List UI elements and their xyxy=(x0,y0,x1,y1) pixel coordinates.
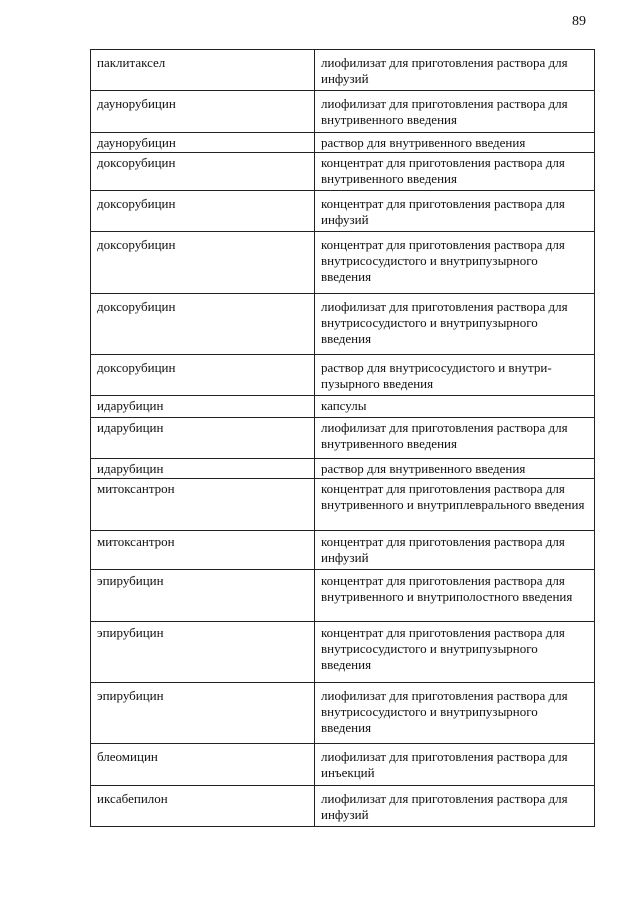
dosage-form-cell: концентрат для приготовления раствора для внутривенного введения xyxy=(315,153,595,191)
dosage-form-cell: лиофилизат для приготовления раствора для внутрисосудистого и внутрипузырного введения xyxy=(315,294,595,355)
table-row xyxy=(91,570,595,622)
drug-name-cell: даунорубицин xyxy=(91,91,315,133)
drug-name-cell: доксорубицин xyxy=(91,294,315,355)
table-row xyxy=(91,479,595,531)
drug-name-cell: иксабепилон xyxy=(91,786,315,827)
table-row xyxy=(91,396,595,418)
drug-name-cell: доксорубицин xyxy=(91,153,315,191)
dosage-form-cell: раствор для внутривенного введения xyxy=(315,459,595,479)
drug-name-cell: блеомицин xyxy=(91,744,315,786)
table-row xyxy=(91,191,595,232)
dosage-form-cell: раствор для внутривенного введения xyxy=(315,133,595,153)
drug-name-cell: эпирубицин xyxy=(91,622,315,683)
table-row xyxy=(91,459,595,479)
drug-name-cell: митоксантрон xyxy=(91,479,315,531)
page-number: 89 xyxy=(572,14,586,29)
drug-name-cell: доксорубицин xyxy=(91,355,315,396)
table-row xyxy=(91,355,595,396)
drug-table-body xyxy=(91,50,595,827)
dosage-form-cell: лиофилизат для приготовления раствора для инъекций xyxy=(315,744,595,786)
table-row xyxy=(91,294,595,355)
drug-table xyxy=(90,49,595,827)
dosage-form-cell: концентрат для приготовления раствора для внутрисосудистого и внутрипузырного введения xyxy=(315,232,595,294)
drug-name-cell: паклитаксел xyxy=(91,50,315,91)
dosage-form-cell: лиофилизат для приготовления раствора для внутривенного введения xyxy=(315,91,595,133)
dosage-form-cell: концентрат для приготовления раствора для инфузий xyxy=(315,191,595,232)
table-row xyxy=(91,531,595,570)
dosage-form-cell: лиофилизат для приготовления раствора для инфузий xyxy=(315,50,595,91)
dosage-form-cell: лиофилизат для приготовления раствора для внутривенного введения xyxy=(315,418,595,459)
drug-name-cell: митоксантрон xyxy=(91,531,315,570)
table-row xyxy=(91,418,595,459)
drug-name-cell: доксорубицин xyxy=(91,191,315,232)
dosage-form-cell: капсулы xyxy=(315,396,595,418)
drug-name-cell: идарубицин xyxy=(91,396,315,418)
table-row xyxy=(91,744,595,786)
table-row xyxy=(91,232,595,294)
table-row xyxy=(91,91,595,133)
dosage-form-cell: концентрат для приготовления раствора для внутривенного и внутриплеврального введения xyxy=(315,479,595,531)
dosage-form-cell: концентрат для приготовления раствора для внутривенного и внутриполостного введения xyxy=(315,570,595,622)
drug-name-cell: даунорубицин xyxy=(91,133,315,153)
drug-name-cell: эпирубицин xyxy=(91,570,315,622)
table-row xyxy=(91,786,595,827)
table-row xyxy=(91,50,595,91)
table-row xyxy=(91,683,595,744)
dosage-form-cell: лиофилизат для приготовления раствора для внутрисосудистого и внутрипузырного введения xyxy=(315,683,595,744)
table-row xyxy=(91,153,595,191)
dosage-form-cell: лиофилизат для приготовления раствора для инфузий xyxy=(315,786,595,827)
drug-name-cell: идарубицин xyxy=(91,459,315,479)
drug-name-cell: доксорубицин xyxy=(91,232,315,294)
drug-name-cell: эпирубицин xyxy=(91,683,315,744)
dosage-form-cell: раствор для внутрисосудистого и внутри-пузырного введения xyxy=(315,355,595,396)
dosage-form-cell: концентрат для приготовления раствора для инфузий xyxy=(315,531,595,570)
dosage-form-cell: концентрат для приготовления раствора для внутрисосудистого и внутрипузырного введения xyxy=(315,622,595,683)
table-row xyxy=(91,622,595,683)
drug-name-cell: идарубицин xyxy=(91,418,315,459)
table-row xyxy=(91,133,595,153)
